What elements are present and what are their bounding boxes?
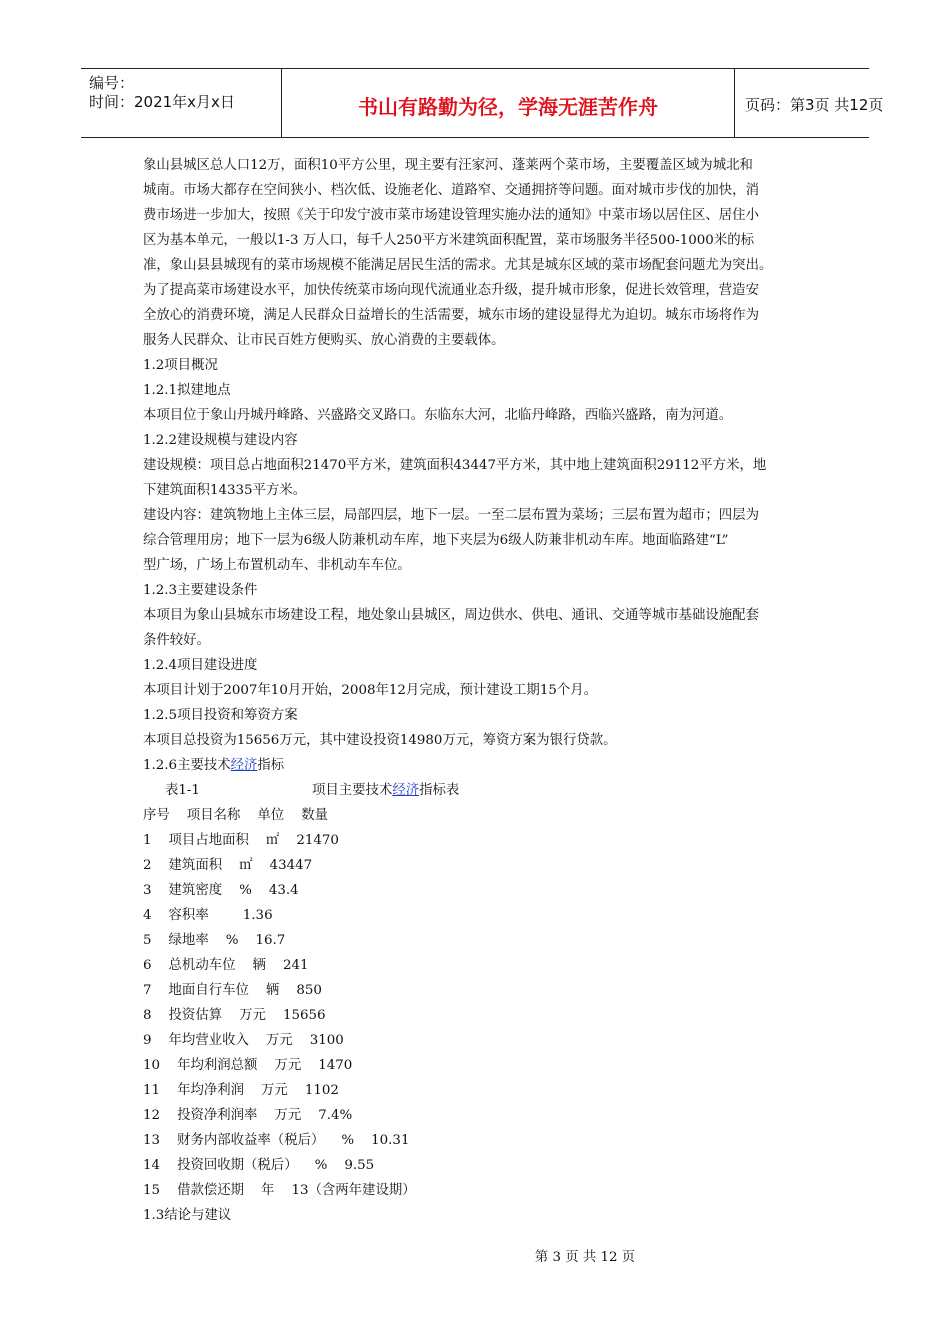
table-row: 3 建筑密度 % 43.4 [143,883,299,898]
heading-text: 指标 [257,758,285,773]
section-heading: 1.2.5项目投资和筹资方案 [143,708,298,723]
economy-link[interactable]: 经济 [392,783,420,798]
section-heading: 1.2.2建设规模与建设内容 [143,433,298,448]
table-caption [312,783,459,799]
paragraph-line: 本项目为象山县城东市场建设工程，地处象山县城区，周边供水、供电、通讯、交通等城市基础设施配套 [143,608,759,623]
paragraph-line: 为了提高菜市场建设水平，加快传统菜市场向现代流通业态升级，提升城市形象，促进长效管理，营造安 [143,283,759,298]
table-row: 1 项目占地面积 ㎡ 21470 [143,833,339,848]
table-row: 13 财务内部收益率（税后） % 10.31 [143,1133,410,1148]
page-number-label: 页码：第3页 共12页 [745,96,884,114]
header-page-cell [735,69,884,137]
paragraph-line: 区为基本单元，一般以1-3 万人口，每千人250平方米建筑面积配置，菜市场服务半径500-1000米的标 [143,233,754,248]
table-row: 2 建筑面积 ㎡ 43447 [143,858,313,873]
economy-link[interactable]: 经济 [230,758,258,773]
motto-text: 书山有路勤为径，学海无涯苦作舟 [358,95,658,119]
section-heading: 1.2.1拟建地点 [143,383,231,398]
section-heading: 1.2.3主要建设条件 [143,583,258,598]
page-footer: 第 3 页 共 12 页 [534,1250,636,1265]
paragraph-line: 本项目计划于2007年10月开始，2008年12月完成，预计建设工期15个月。 [143,683,598,698]
table-row: 14 投资回收期（税后） % 9.55 [143,1158,375,1173]
paragraph-line: 建设规模：项目总占地面积21470平方米，建筑面积43447平方米，其中地上建筑面积29112平方米，地 [143,458,767,473]
table-row: 12 投资净利润率 万元 7.4% [143,1108,353,1123]
heading-text: 1.2.6主要技术 [143,758,231,773]
table-row: 9 年均营业收入 万元 3100 [143,1033,344,1048]
section-heading: 1.2.4项目建设进度 [143,658,258,673]
section-heading [143,758,284,774]
header-motto-cell [282,69,735,137]
paragraph-line: 城南。市场大都存在空间狭小、档次低、设施老化、道路窄、交通拥挤等问题。面对城市步伐的加快，消 [143,183,759,198]
paragraph-line: 象山县城区总人口12万，面积10平方公里，现主要有汪家河、蓬莱两个菜市场，主要覆盖区域为城北和 [143,158,753,173]
paragraph-line: 综合管理用房；地下一层为6级人防兼机动车库，地下夹层为6级人防兼非机动车库。地面临路建“L” [143,533,729,548]
caption-text: 指标表 [419,783,460,798]
table-row: 11 年均净利润 万元 1102 [143,1083,339,1098]
table-row: 7 地面自行车位 辆 850 [143,983,322,998]
table-row: 5 绿地率 % 16.7 [143,933,286,948]
document-number-label: 编号： [89,74,135,92]
paragraph-line: 全放心的消费环境，满足人民群众日益增长的生活需要，城东市场的建设显得尤为迫切。城东市场将作为 [143,308,759,323]
section-heading: 1.3结论与建议 [143,1208,232,1223]
paragraph-line: 费市场进一步加大，按照《关于印发宁波市菜市场建设管理实施办法的通知》中菜市场以居住区、居住小 [143,208,759,223]
table-header-row: 序号 项目名称 单位 数量 [143,808,328,823]
section-heading: 1.2项目概况 [143,358,218,373]
table-row: 8 投资估算 万元 15656 [143,1008,326,1023]
paragraph-line: 条件较好。 [143,633,210,648]
paragraph-line: 建设内容：建筑物地上主体三层，局部四层，地下一层。一至二层布置为菜场；三层布置为超市；四层为 [143,508,759,523]
paragraph-line: 下建筑面积14335平方米。 [143,483,307,498]
document-time-label: 时间：2021年x月x日 [89,93,235,111]
table-row: 10 年均利润总额 万元 1470 [143,1058,353,1073]
paragraph-line: 型广场，广场上布置机动车、非机动车车位。 [143,558,411,573]
paragraph-line: 本项目总投资为15656万元，其中建设投资14980万元，筹资方案为银行贷款。 [143,733,617,748]
paragraph-line: 服务人民群众、让市民百姓方便购买、放心消费的主要载体。 [143,333,505,348]
caption-text: 项目主要技术 [312,783,393,798]
table-row: 4 容积率 1.36 [143,908,273,923]
page-header [81,68,884,138]
table-number: 表1-1 [165,783,200,798]
header-meta-cell [81,69,282,137]
table-row: 15 借款偿还期 年 13（含两年建设期） [143,1183,416,1198]
table-row: 6 总机动车位 辆 241 [143,958,309,973]
paragraph-line: 准，象山县县城现有的菜市场规模不能满足居民生活的需求。尤其是城东区域的菜市场配套问题尤为突出。 [143,258,773,273]
paragraph-line: 本项目位于象山丹城丹峰路、兴盛路交叉路口。东临东大河，北临丹峰路，西临兴盛路，南为河道。 [143,408,733,423]
